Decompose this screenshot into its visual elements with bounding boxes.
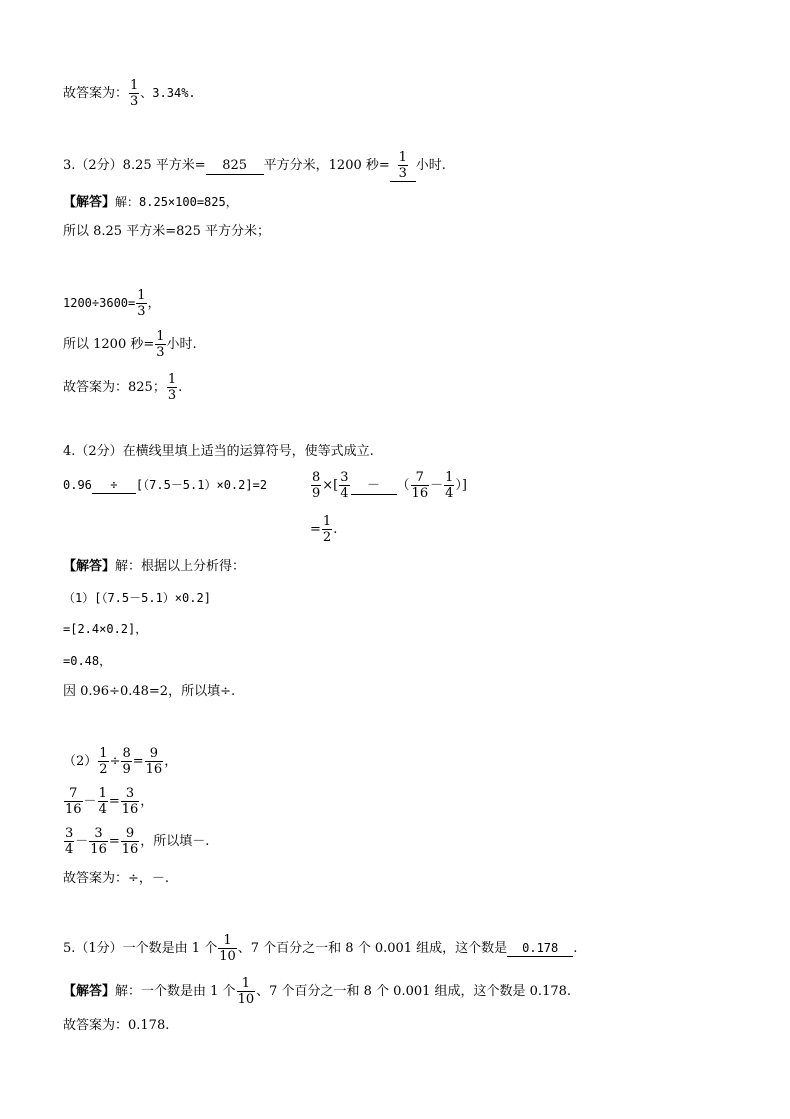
answer-line-q2 [63, 78, 196, 109]
fraction-eight-ninths: $\frac{8}{9}$ [122, 746, 131, 777]
fraction-one-third: $\frac{1}{3}$ [130, 78, 139, 109]
q4-step-1: （1）[（7.5－5.1）×0.2] [63, 591, 211, 605]
q4-step-2: =[2.4×0.2]， [63, 622, 148, 636]
fraction-eight-ninths: $\frac{8}{9}$ [312, 470, 321, 501]
q4-solution-line-1: 【解答】解：根据以上分析得： [63, 559, 246, 574]
fraction-seven-sixteenths: $\frac{7}{16}$ [411, 470, 429, 501]
q4-part2-line-2: $\frac{7}{16}$ － $\frac{1}{4}$ = $\frac{3}{16}$ ， [65, 786, 154, 817]
q3-blank-2 [390, 150, 416, 182]
fraction-one-third: $\frac{1}{3}$ [156, 329, 165, 360]
question-3: 3.（2分）8.25 平方米= 825 平方分米，1200 秒= $\frac{1}{3}$ 小时. [63, 150, 446, 181]
solution-tag: 【解答】 [63, 984, 116, 999]
fraction-three-sixteenths: $\frac{3}{16}$ [121, 786, 139, 817]
fraction-nine-sixteenths: $\frac{9}{16}$ [145, 746, 163, 777]
q4-step-4: 因 0.96÷0.48=2，所以填÷. [63, 684, 236, 699]
q4-right-equation: $\frac{8}{9}$ ×[ $\frac{3}{4}$ － （ $\frac{7}{16}$ － $\frac{1}{4}$ ）] [312, 470, 467, 501]
fraction-one-quarter: $\frac{1}{4}$ [445, 470, 454, 501]
q3-solution-line-1: 【解答】解：8.25×100=825， [63, 195, 238, 210]
fraction-three-quarters: $\frac{3}{4}$ [340, 470, 349, 501]
fraction-one-third: $\frac{1}{3}$ [167, 372, 177, 403]
q3-answer: 故答案为：825； $\frac{1}{3}$ . [63, 372, 183, 403]
q4-right-result: = $\frac{1}{2}$ . [310, 514, 338, 545]
fraction-one-half: $\frac{1}{2}$ [322, 514, 332, 545]
q4-part2-line-1: （2） $\frac{1}{2}$ ÷ $\frac{8}{9}$ = $\frac{9}{16}$ ， [63, 746, 178, 777]
q4-blank-2: － [351, 478, 397, 495]
question-4-title: 4.（2分）在横线里填上适当的运算符号，使等式成立. [63, 444, 374, 459]
answer-suffix: 、3.34%. [140, 86, 196, 100]
fraction-one-third: $\frac{1}{3}$ [137, 288, 146, 319]
q4-blank-1: ÷ [92, 477, 136, 494]
q4-step-3: =0.48， [63, 654, 112, 668]
q5-blank: 0.178 [507, 940, 573, 957]
fraction-seven-sixteenths: $\frac{7}{16}$ [65, 786, 82, 817]
q3-solution-line-3: 1200÷3600= $\frac{1}{3}$ ， [63, 288, 161, 319]
fraction-nine-sixteenths: $\frac{9}{16}$ [121, 826, 139, 857]
fraction-one-half: $\frac{1}{2}$ [99, 746, 108, 777]
fraction-three-sixteenths: $\frac{3}{16}$ [90, 826, 107, 857]
fraction-three-quarters: $\frac{3}{4}$ [65, 826, 74, 857]
q3-solution-line-4: 所以 1200 秒= $\frac{1}{3}$ 小时. [63, 329, 197, 360]
fraction-one-quarter: $\frac{1}{4}$ [98, 786, 107, 817]
solution-tag: 【解答】 [63, 195, 116, 210]
fraction-one-tenth: $\frac{1}{10}$ [219, 933, 236, 964]
q3-blank-1: 825 [206, 158, 264, 175]
fraction-one-third: $\frac{1}{3}$ [398, 150, 407, 181]
q3-solution-line-2: 所以 8.25 平方米=825 平方分米； [63, 224, 271, 239]
q4-part2-line-3: $\frac{3}{4}$ － $\frac{3}{16}$ = $\frac{9}{16}$ ，所以填－. [65, 826, 210, 857]
fraction-one-tenth: $\frac{1}{10}$ [237, 976, 255, 1007]
solution-tag: 【解答】 [63, 559, 116, 574]
question-5: 5.（1分）一个数是由 1 个 $\frac{1}{10}$ 、7 个百分之一和 8 个 0.001 组成，这个数是 0.178 . [63, 933, 578, 964]
q5-solution: 【解答】解：一个数是由 1 个 $\frac{1}{10}$ 、7 个百分之一和 8 个 0.001 组成，这个数是 0.178. [63, 976, 572, 1007]
q4-answer: 故答案为：÷，－. [63, 871, 170, 886]
answer-prefix: 故答案为： [63, 86, 129, 101]
q5-answer: 故答案为：0.178. [63, 1018, 170, 1033]
q4-left-equation: 0.96 ÷ [（7.5－5.1）×0.2]=2 [63, 478, 268, 492]
